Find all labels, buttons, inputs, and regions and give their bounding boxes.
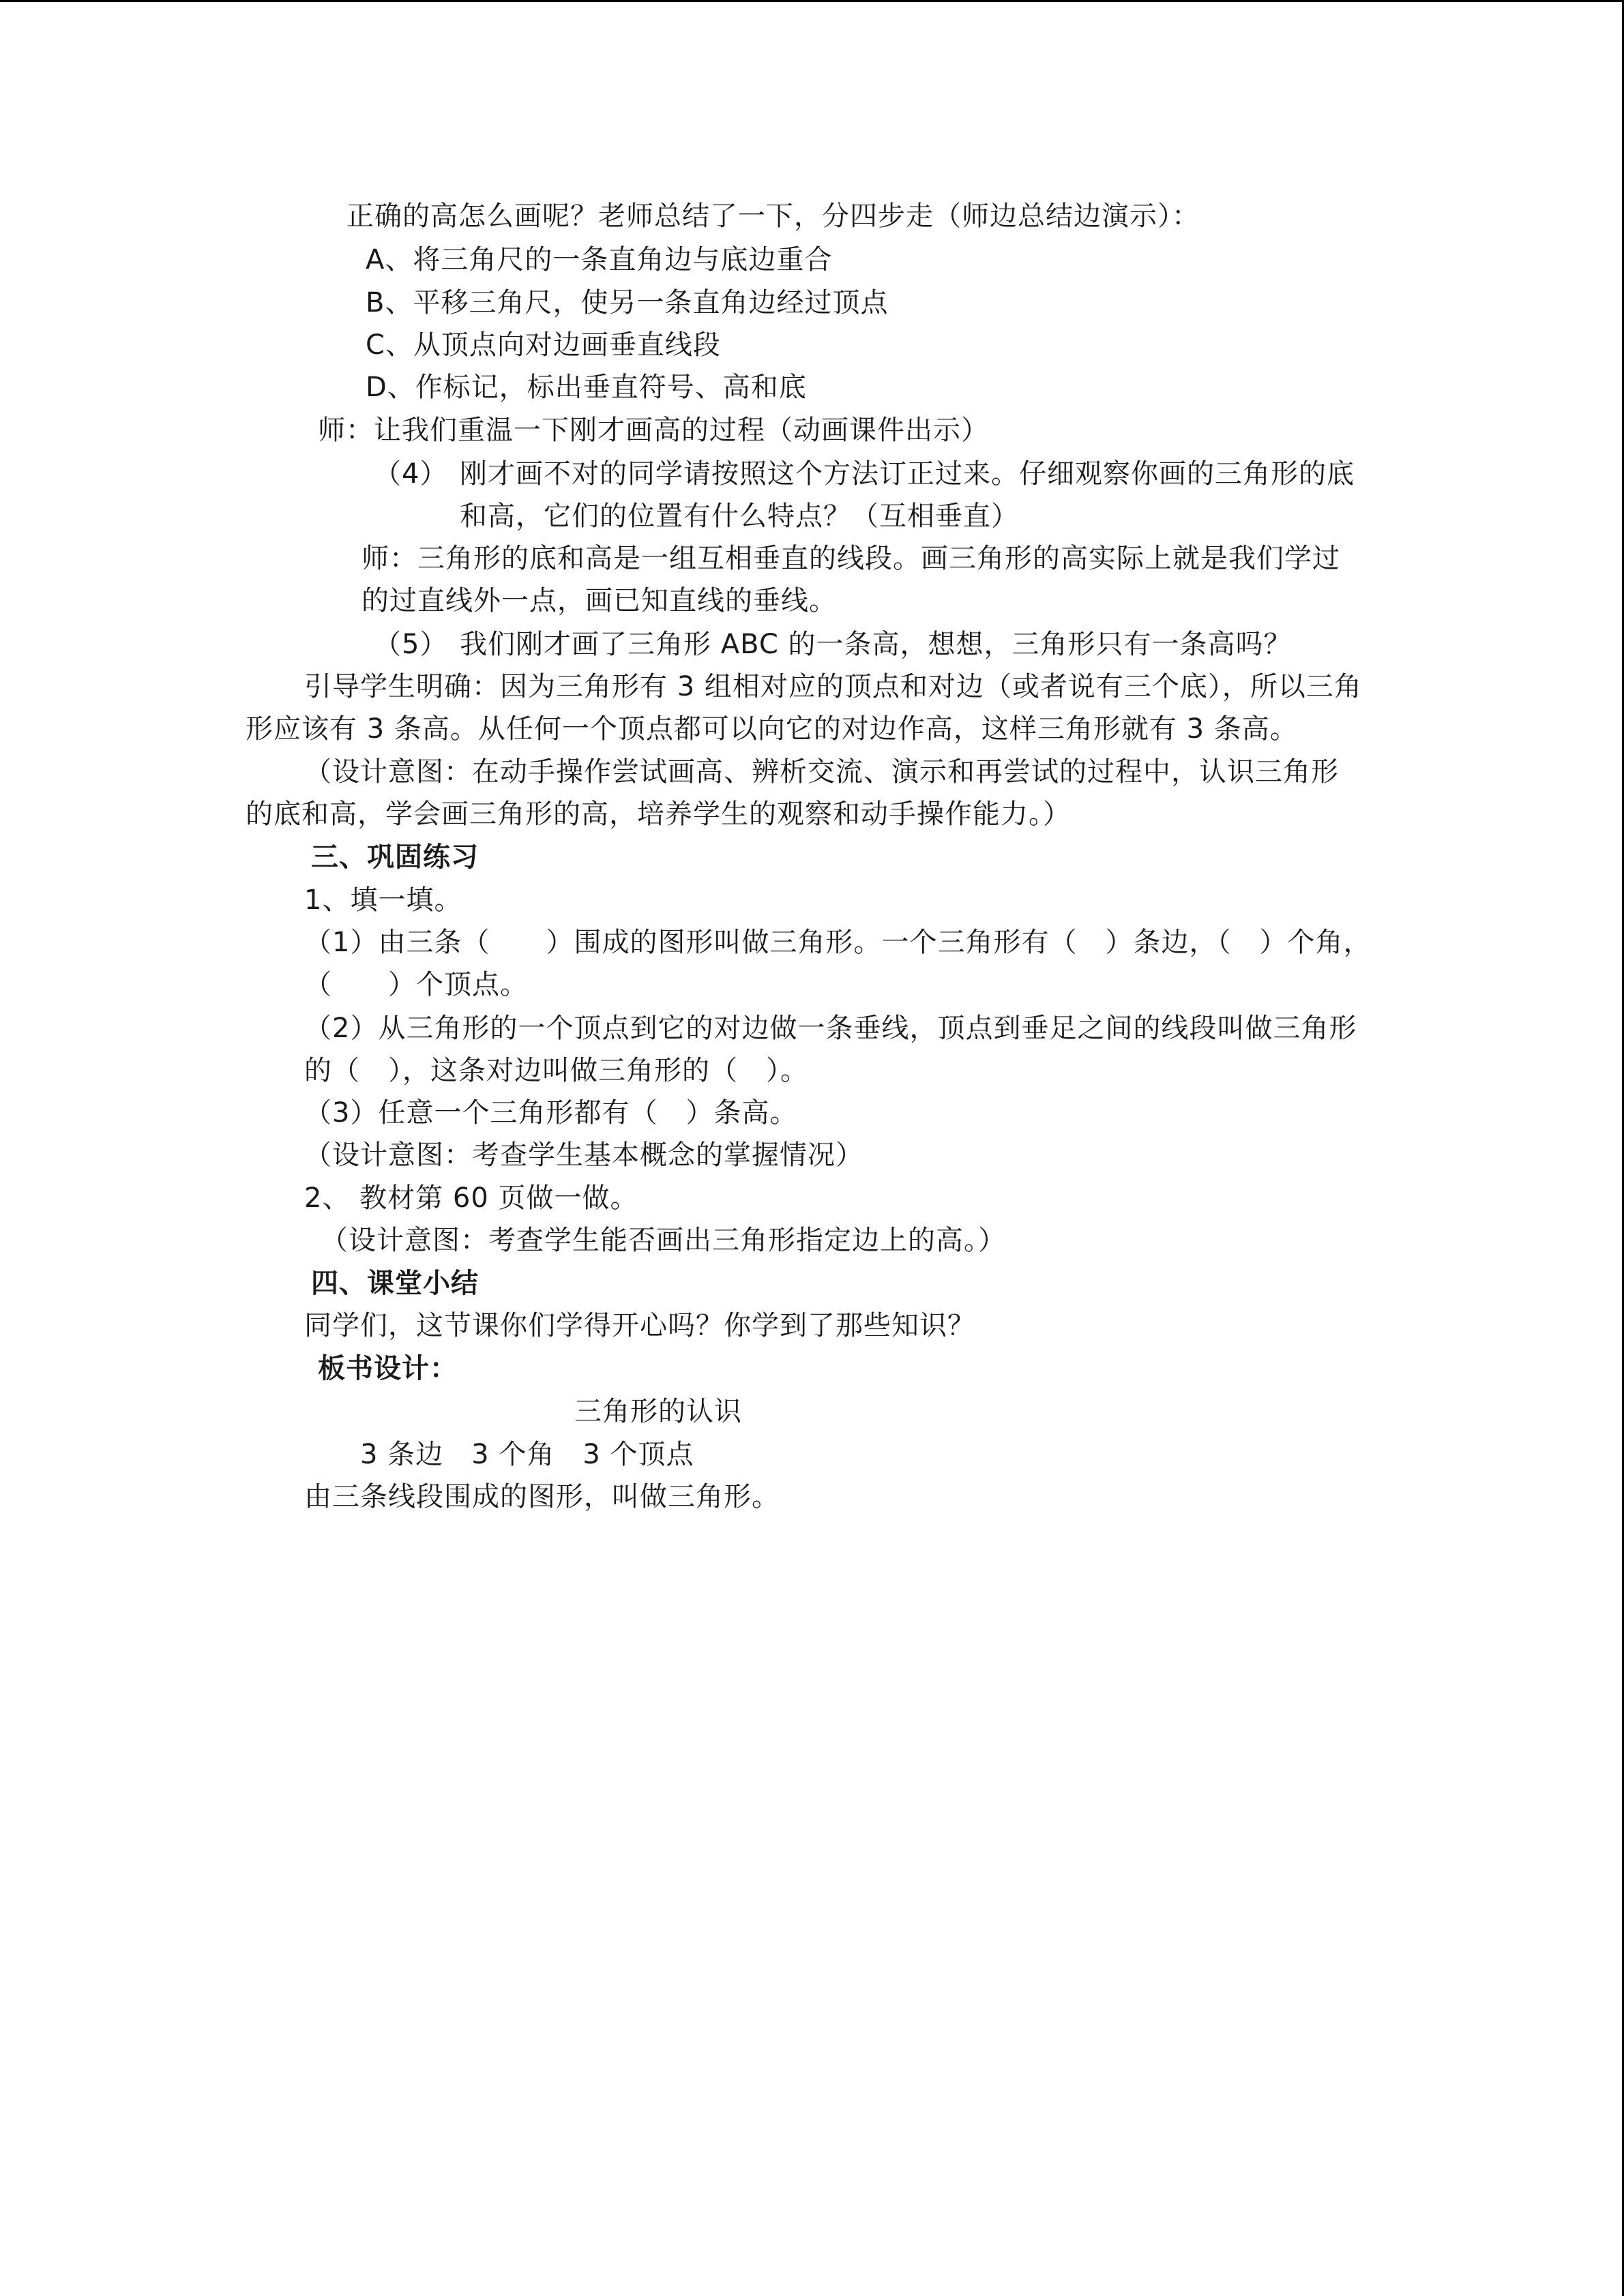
step-d: D、作标记，标出垂直符号、高和底 bbox=[366, 372, 807, 403]
section-heading: 四、课堂小结 bbox=[311, 1268, 479, 1299]
list-number: （5） bbox=[374, 629, 448, 660]
paragraph-line: 1、填一填。 bbox=[304, 884, 462, 916]
paragraph-line: 我们刚才画了三角形 ABC 的一条高，想想，三角形只有一条高吗？ bbox=[460, 629, 1292, 660]
list-number: （4） bbox=[374, 458, 448, 490]
paragraph-line: 师：让我们重温一下刚才画高的过程（动画课件出示） bbox=[318, 415, 989, 446]
paragraph-line: 同学们，这节课你们学得开心吗？你学到了那些知识？ bbox=[304, 1310, 975, 1341]
exercise-line: 的（ ），这条对边叫做三角形的（ ）。 bbox=[304, 1055, 808, 1086]
exercise-line: 2、 教材第 60 页做一做。 bbox=[304, 1182, 638, 1214]
design-note: （设计意图：考查学生能否画出三角形指定边上的高。） bbox=[321, 1225, 1006, 1256]
board-title: 三角形的认识 bbox=[574, 1396, 742, 1427]
design-note: （设计意图：考查学生基本概念的掌握情况） bbox=[304, 1139, 863, 1171]
paragraph-line: 引导学生明确：因为三角形有 3 组相对应的顶点和对边（或者说有三个底），所以三角 bbox=[304, 671, 1362, 702]
exercise-line: （3）任意一个三角形都有（ ）条高。 bbox=[304, 1097, 798, 1129]
paragraph-line: 的过直线外一点，画已知直线的垂线。 bbox=[361, 585, 837, 616]
exercise-line: （ ）个顶点。 bbox=[304, 969, 528, 1000]
step-a: A、将三角尺的一条直角边与底边重合 bbox=[366, 244, 833, 275]
section-heading: 三、巩固练习 bbox=[311, 841, 479, 873]
paragraph-line: 刚才画不对的同学请按照这个方法订正过来。仔细观察你画的三角形的底 bbox=[460, 458, 1355, 490]
paragraph-line: 师：三角形的底和高是一组互相垂直的线段。画三角形的高实际上就是我们学过 bbox=[361, 543, 1340, 574]
board-line: 由三条线段围成的图形，叫做三角形。 bbox=[304, 1481, 780, 1512]
paragraph-line: 和高，它们的位置有什么特点？（互相垂直） bbox=[460, 501, 1019, 532]
board-design-heading: 板书设计： bbox=[318, 1353, 458, 1384]
board-line: 3 条边 3 个角 3 个顶点 bbox=[360, 1439, 694, 1470]
paragraph-line: （设计意图：在动手操作尝试画高、辨析交流、演示和再尝试的过程中，认识三角形 bbox=[304, 756, 1339, 788]
exercise-line: （1）由三条（ ）围成的图形叫做三角形。一个三角形有（ ）条边，（ ）个角， bbox=[304, 927, 1372, 958]
paragraph-line: 的底和高，学会画三角形的高，培养学生的观察和动手操作能力。） bbox=[246, 799, 1071, 830]
exercise-line: （2）从三角形的一个顶点到它的对边做一条垂线，顶点到垂足之间的线段叫做三角形 bbox=[304, 1013, 1357, 1044]
paragraph-line: 形应该有 3 条高。从任何一个顶点都可以向它的对边作高，这样三角形就有 3 条高。 bbox=[246, 713, 1298, 745]
paragraph-line: 正确的高怎么画呢？老师总结了一下，分四步走（师边总结边演示）： bbox=[346, 200, 1200, 232]
step-c: C、从顶点向对边画垂直线段 bbox=[366, 329, 721, 361]
step-b: B、平移三角尺，使另一条直角边经过顶点 bbox=[366, 287, 889, 318]
